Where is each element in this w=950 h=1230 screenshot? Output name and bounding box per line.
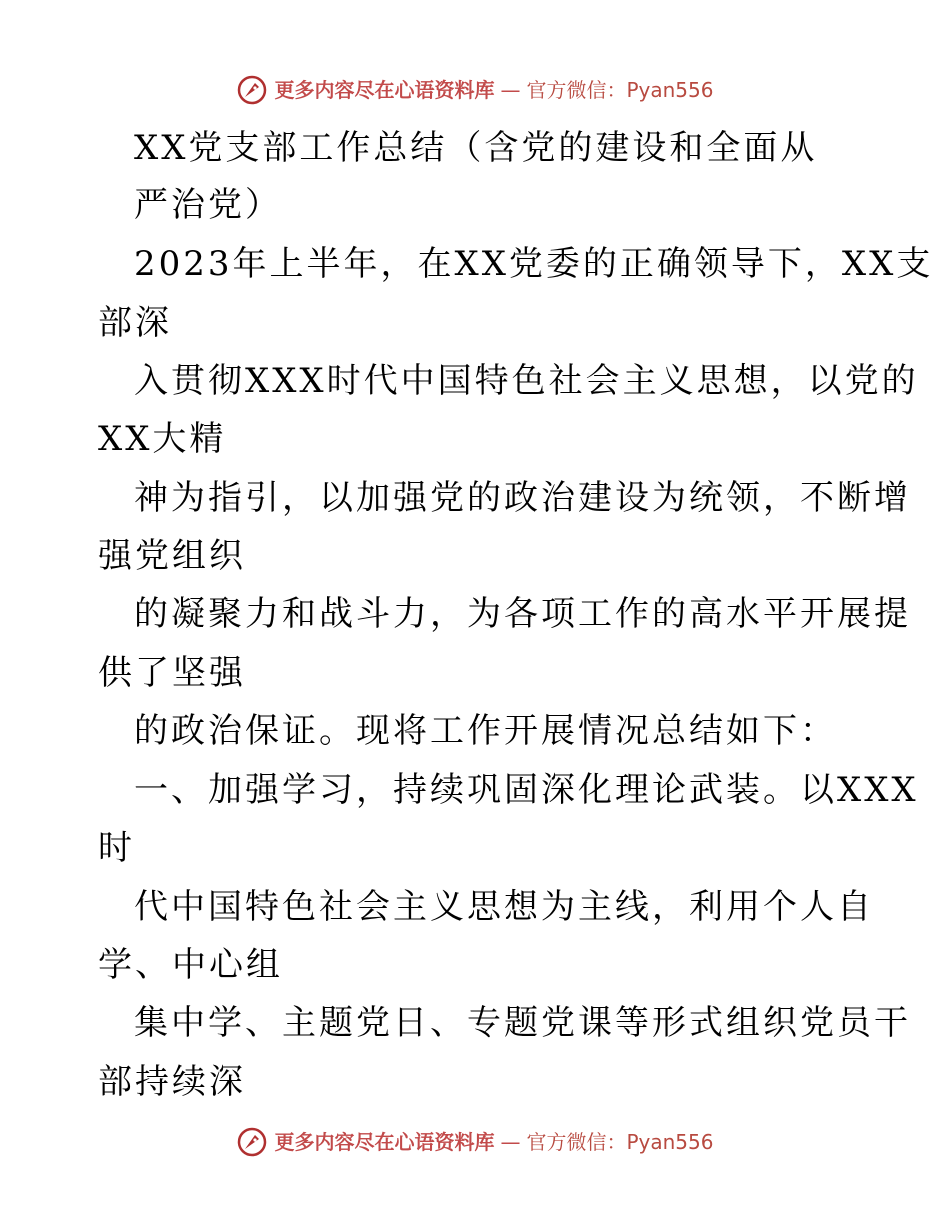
doc-line: 入贯彻XXX时代中国特色社会主义思想，以党的 [134, 361, 919, 401]
doc-line: 供了坚强 [98, 653, 246, 693]
watermark-contact: 官方微信：Pyan556 [526, 1130, 714, 1154]
watermark-dash: — [500, 1130, 521, 1154]
pen-nib-circle-icon [236, 1126, 268, 1158]
doc-line: 集中学、主题党日、专题党课等形式组织党员干 [134, 1003, 911, 1043]
watermark-contact: 官方微信：Pyan556 [526, 78, 714, 102]
watermark-text: 更多内容尽在心语资料库 [274, 1130, 495, 1154]
doc-line: 2023年上半年，在XX党委的正确领导下，XX支 [134, 244, 934, 284]
doc-line: 部持续深 [98, 1062, 246, 1102]
doc-line: 代中国特色社会主义思想为主线，利用个人自 [134, 887, 874, 927]
doc-line: 学、中心组 [98, 945, 283, 985]
footer-watermark [0, 1126, 950, 1158]
doc-line: 强党组织 [98, 536, 246, 576]
doc-line: 的凝聚力和战斗力，为各项工作的高水平开展提 [134, 594, 911, 634]
pen-nib-circle-icon [236, 74, 268, 106]
watermark-text: 更多内容尽在心语资料库 [274, 78, 495, 102]
doc-line: 一、加强学习，持续巩固深化理论武装。以XXX [134, 770, 919, 810]
doc-title-line-1: XX党支部工作总结（含党的建设和全面从 [134, 128, 818, 168]
doc-line: 的政治保证。现将工作开展情况总结如下： [134, 711, 837, 751]
doc-title-line-2: 严治党） [134, 185, 282, 225]
watermark-dash: — [500, 78, 521, 102]
doc-line: XX大精 [98, 419, 227, 459]
header-watermark [0, 74, 950, 106]
doc-line: 神为指引，以加强党的政治建设为统领，不断增 [134, 478, 911, 518]
doc-line: 时 [98, 828, 135, 868]
doc-line: 部深 [98, 303, 172, 343]
